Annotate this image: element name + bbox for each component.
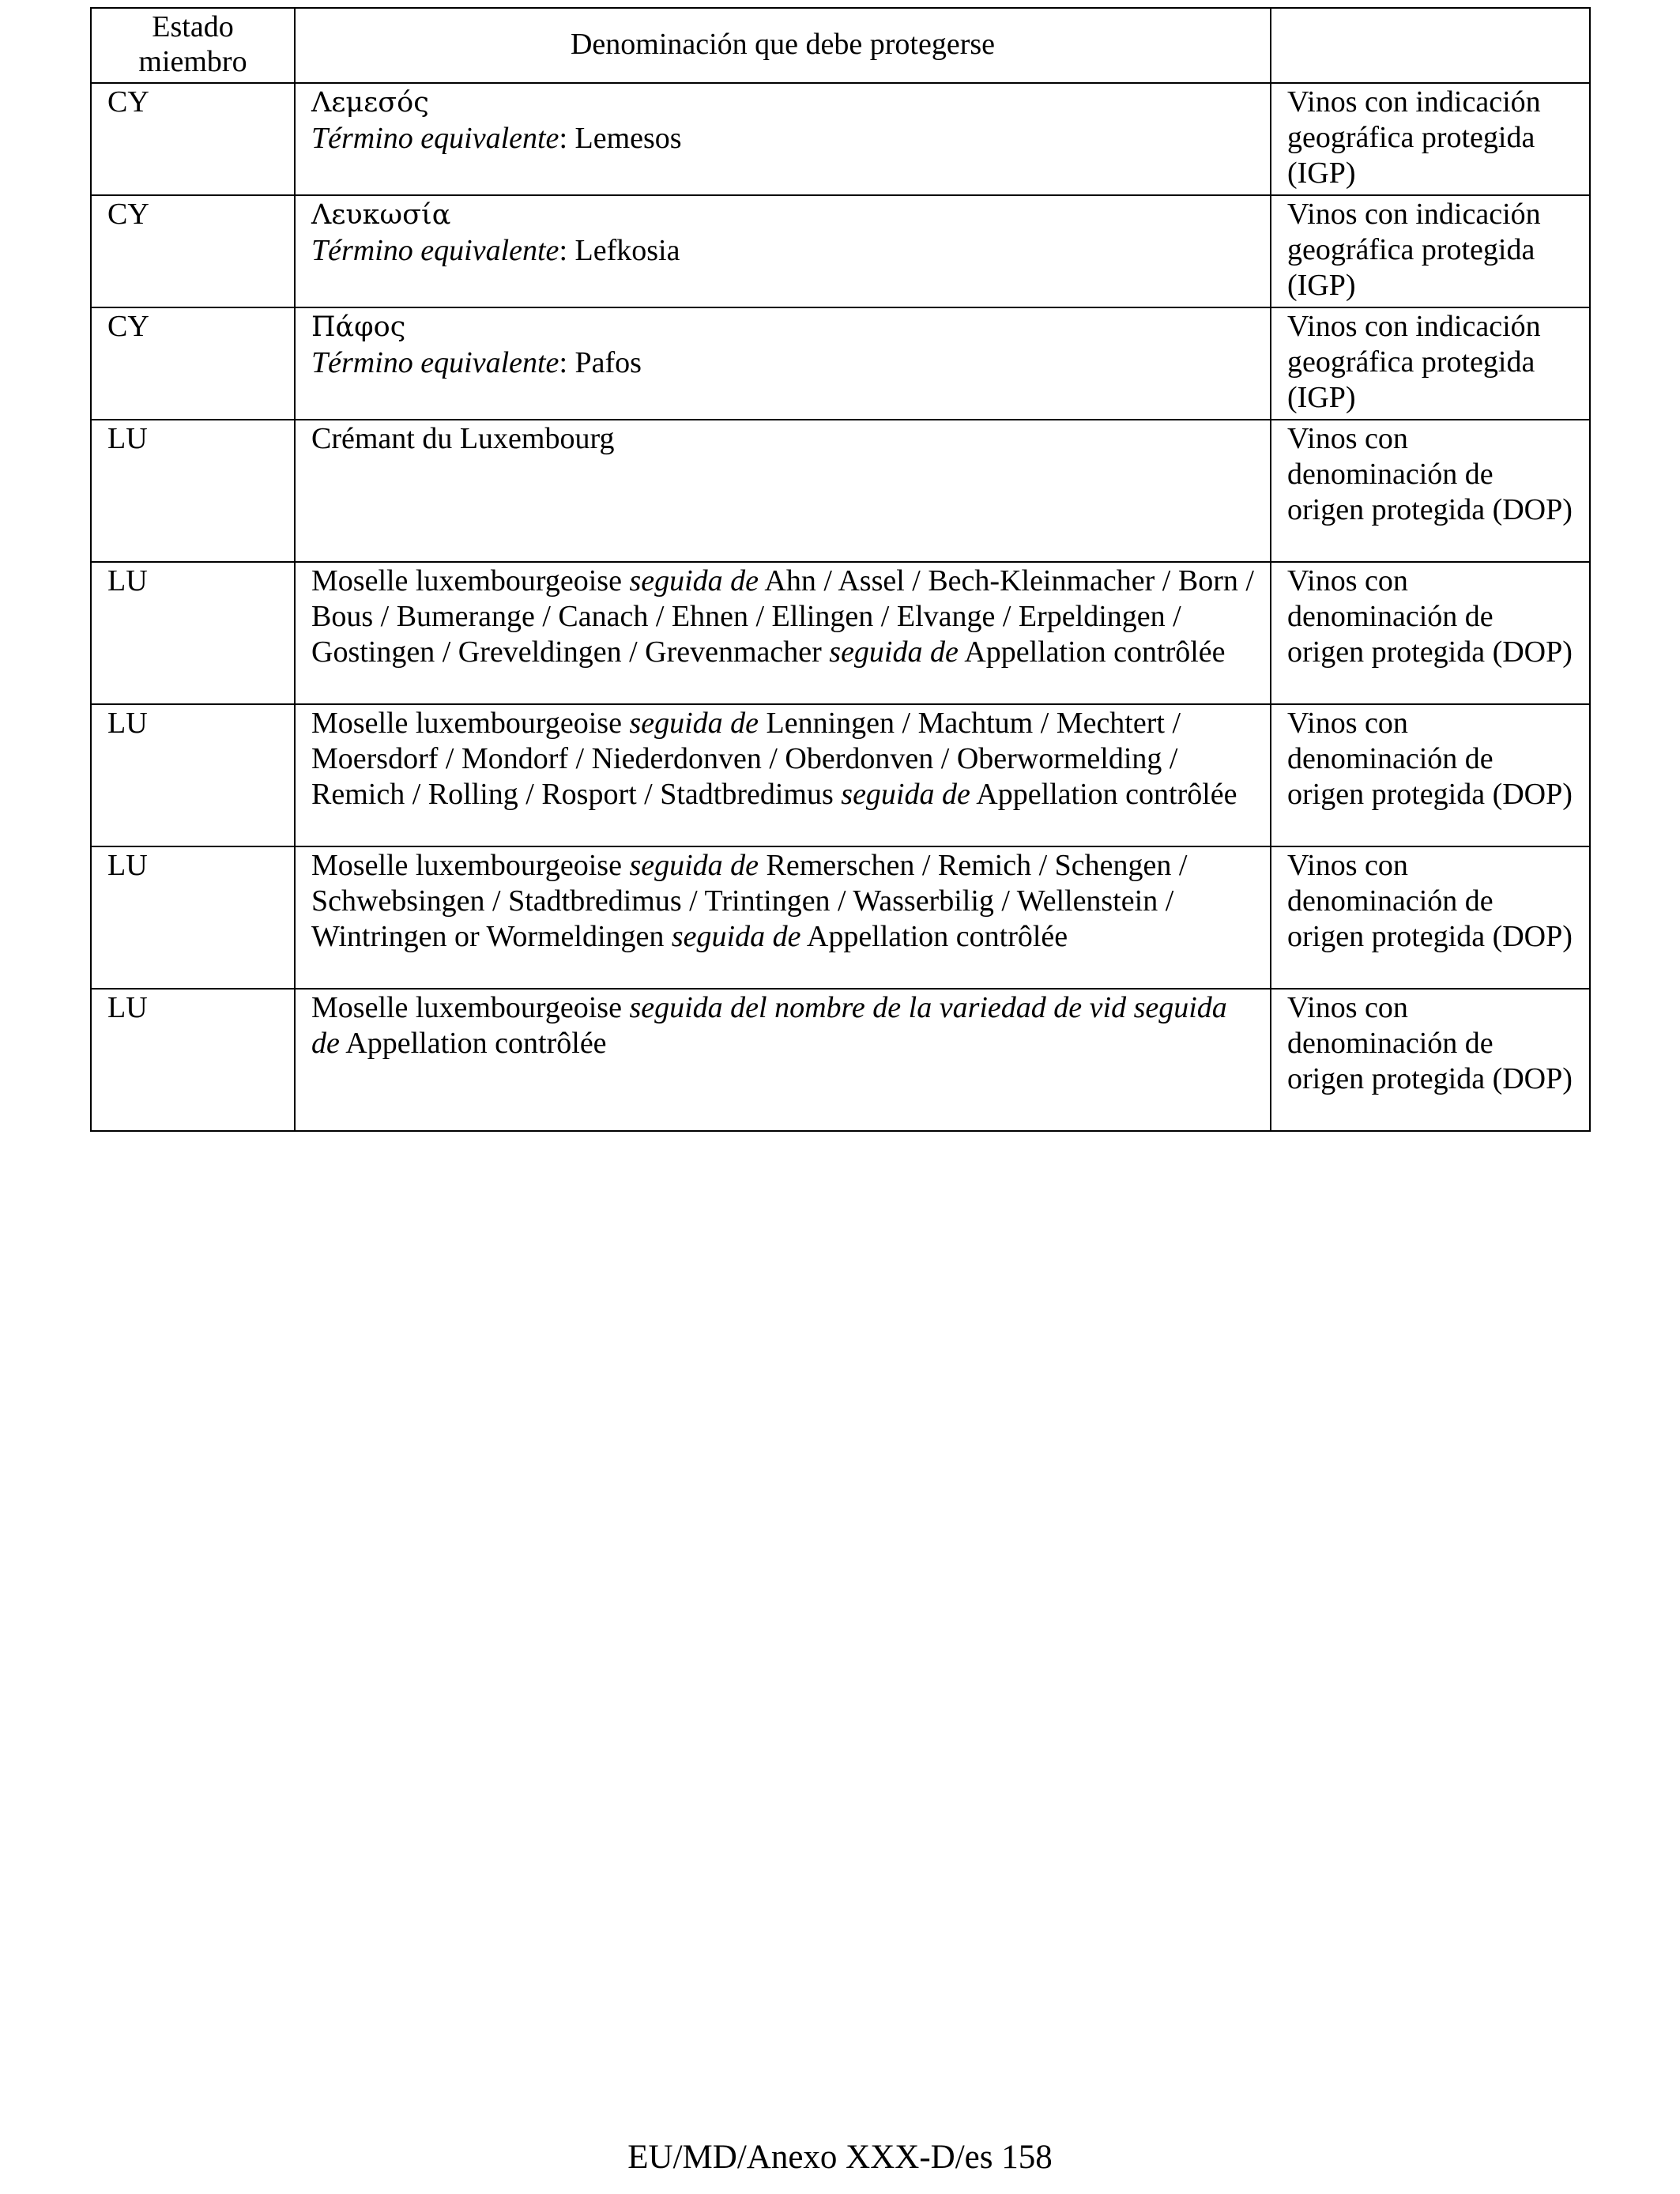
table-row [91, 83, 1590, 195]
product-type-cell: Vinos con indicación geográfica protegida (IGP) [1271, 83, 1590, 195]
denomination-cell [295, 83, 1271, 195]
table-row [91, 307, 1590, 420]
product-type-cell: Vinos con denominación de origen protegida (DOP) [1271, 989, 1590, 1131]
connector-italic: seguida de [841, 778, 970, 811]
member-state-cell: CY [91, 83, 295, 195]
member-state-cell: LU [91, 704, 295, 846]
denomination-greek: Λευκωσία [311, 199, 451, 231]
table-row [91, 704, 1590, 846]
product-type-cell: Vinos con denominación de origen protegida (DOP) [1271, 420, 1590, 562]
denomination-part: Moselle luxembourgeoise [311, 849, 630, 882]
equivalent-term-value: Lemesos [574, 122, 682, 155]
connector-italic: seguida de [629, 564, 759, 598]
denomination-cell [295, 562, 1271, 704]
table-header-row [91, 8, 1590, 83]
product-type-cell: Vinos con indicación geográfica protegida (IGP) [1271, 307, 1590, 420]
denomination-cell [295, 989, 1271, 1131]
denomination-part: Moselle luxembourgeoise [311, 707, 630, 740]
equivalent-term-value: Lefkosia [574, 234, 680, 267]
table-row [91, 562, 1590, 704]
denomination-cell [295, 846, 1271, 989]
denomination-part: Remerschen / Remich / Schengen / Schwebsingen / Stadtbredimus / Trintingen / Wasserbilig / Wellenstein / Wintringen or Wormeldingen [311, 849, 1188, 953]
denomination-part: Ahn / Assel / Bech-Kleinmacher / Born / Bous / Bumerange / Canach / Ehnen / Ellingen / Elvange / Erpeldingen / Gostingen / Greveldingen / Grevenmacher [311, 564, 1254, 669]
product-type-cell: Vinos con denominación de origen protegida (DOP) [1271, 562, 1590, 704]
equivalent-term-value: Pafos [574, 346, 642, 379]
page-footer-reference: EU/MD/Anexo XXX-D/es 158 [627, 2139, 1053, 2176]
member-state-cell: LU [91, 420, 295, 562]
equivalent-term-separator: : [559, 122, 575, 155]
denomination-part: Appellation contrôlée [958, 635, 1226, 669]
denomination-part: Moselle luxembourgeoise [311, 564, 630, 598]
table-row [91, 195, 1590, 307]
denomination-cell [295, 704, 1271, 846]
connector-italic: seguida del nombre de la variedad de vid seguida de [311, 991, 1227, 1060]
equivalent-term-separator: : [559, 346, 575, 379]
denomination-cell: Crémant du Luxembourg [295, 420, 1271, 562]
product-type-cell: Vinos con denominación de origen protegida (DOP) [1271, 704, 1590, 846]
denomination-part: Lenningen / Machtum / Mechtert / Moersdorf / Mondorf / Niederdonven / Oberdonven / Oberwormelding / Remich / Rolling / Rosport / Stadtbredimus [311, 707, 1181, 811]
member-state-cell: LU [91, 562, 295, 704]
connector-italic: seguida de [829, 635, 959, 669]
protected-names-table [90, 7, 1591, 1132]
member-state-cell: LU [91, 846, 295, 989]
header-product-type [1271, 8, 1590, 83]
header-member-state: Estado miembro [91, 8, 295, 83]
equivalent-term-label: Término equivalente [311, 346, 559, 379]
denomination-part: Appellation contrôlée [339, 1027, 607, 1060]
denomination-part: Appellation contrôlée [970, 778, 1237, 811]
connector-italic: seguida de [671, 920, 801, 953]
denomination-greek: Λεμεσός [311, 87, 429, 119]
connector-italic: seguida de [629, 707, 759, 740]
denomination-part: Moselle luxembourgeoise [311, 991, 630, 1024]
equivalent-term-label: Término equivalente [311, 122, 559, 155]
header-denomination: Denominación que debe protegerse [295, 8, 1271, 83]
table-row [91, 989, 1590, 1131]
member-state-cell: LU [91, 989, 295, 1131]
member-state-cell: CY [91, 195, 295, 307]
table-row [91, 420, 1590, 562]
denomination-cell [295, 307, 1271, 420]
table-row [91, 846, 1590, 989]
product-type-cell: Vinos con indicación geográfica protegida (IGP) [1271, 195, 1590, 307]
equivalent-term-label: Término equivalente [311, 234, 559, 267]
connector-italic: seguida de [629, 849, 759, 882]
member-state-cell: CY [91, 307, 295, 420]
denomination-greek: Πάφος [311, 311, 406, 343]
denomination-cell [295, 195, 1271, 307]
product-type-cell: Vinos con denominación de origen protegida (DOP) [1271, 846, 1590, 989]
equivalent-term-separator: : [559, 234, 575, 267]
denomination-part: Appellation contrôlée [800, 920, 1068, 953]
